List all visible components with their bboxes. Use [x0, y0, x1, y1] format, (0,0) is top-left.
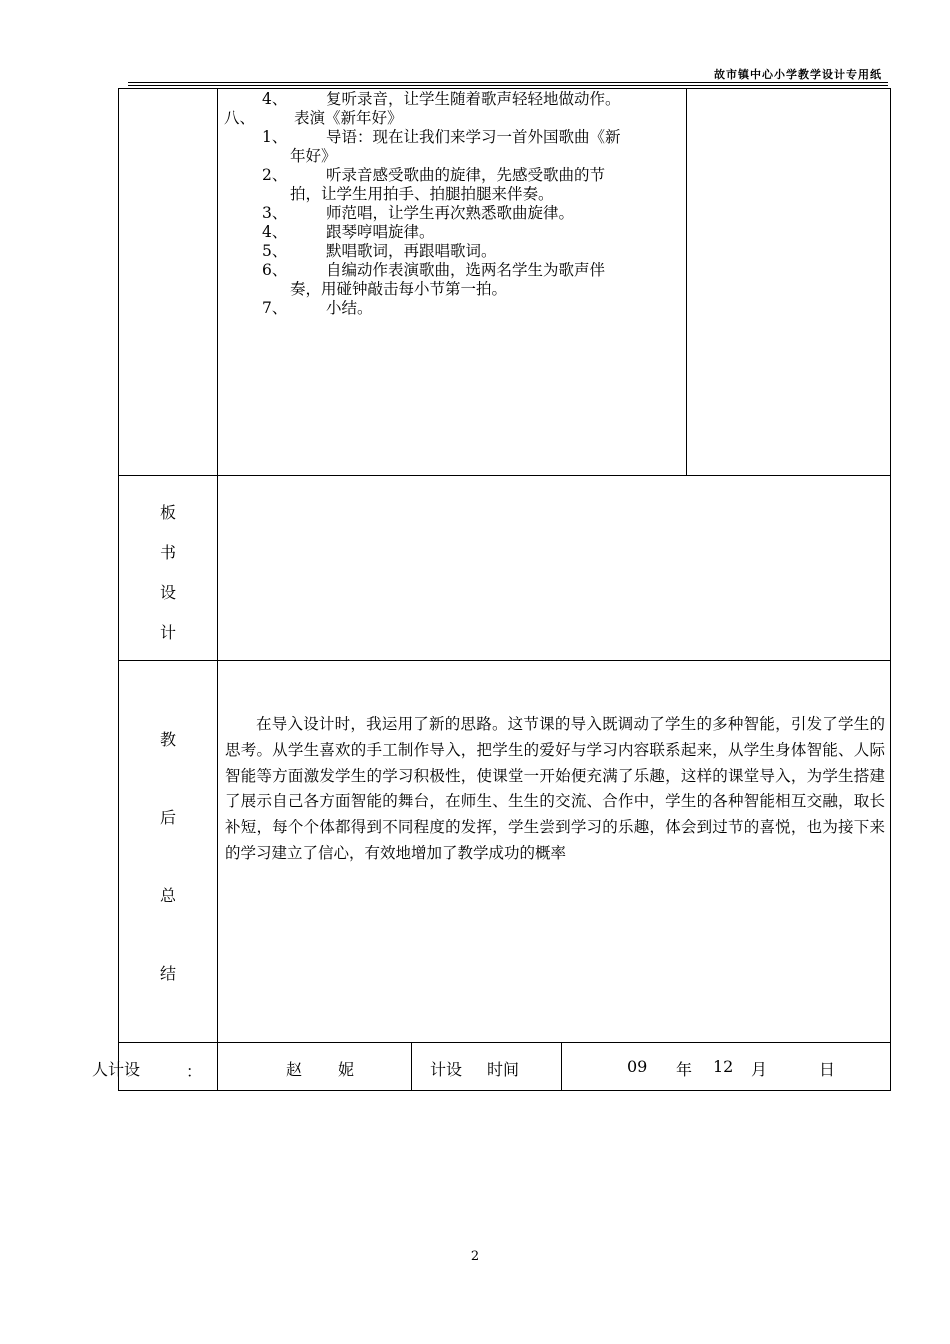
process-line: 6、 自编动作表演歌曲，选两名学生为歌声伴 奏，用碰钟敲击每小节第一拍。	[262, 261, 606, 298]
school-header-title: 故市镇中心小学教学设计专用纸	[714, 68, 882, 81]
date-day-unit: 日	[819, 1060, 836, 1079]
teaching-process	[224, 90, 684, 318]
row-divider-2	[118, 660, 891, 661]
designer-name-1: 赵	[286, 1060, 303, 1079]
designer-name-2: 妮	[338, 1060, 355, 1079]
page-number: 2	[470, 1249, 480, 1264]
footer-divider-1	[411, 1042, 412, 1091]
header-rule	[128, 82, 888, 83]
process-line: 5、 默唱歌词，再跟唱歌词。	[262, 242, 497, 260]
header-rule-thin	[128, 85, 888, 86]
post-summary-text: 在导入设计时，我运用了新的思路。这节课的导入既调动了学生的多种智能，引发了学生的思考。从学生喜欢的手工制作导入，把学生的爱好与学习内容联系起来，从学生身体智能、人际智能等方面激发学生的学习积极性，使课堂一开始便充满了乐趣，这样的课堂导入，为学生搭建了展示自己各方面智能的舞台，在师生、生生的交流、合作中，学生的各种智能相互交融，取长补短，每个个体都得到不同程度的发挥，学生尝到学习的乐趣，体会到过节的喜悦，也为接下来的学习建立了信心，有效地增加了教学成功的概率	[225, 715, 885, 862]
process-line: 3、 师范唱，让学生再次熟悉歌曲旋律。	[262, 204, 575, 222]
date-year-unit: 年	[676, 1060, 693, 1079]
date-year: 09	[627, 1057, 648, 1076]
process-line: 2、 听录音感受歌曲的旋律，先感受歌曲的节 拍，让学生用拍手、拍腿拍腿来伴奏。	[262, 166, 606, 203]
row-divider-3	[118, 1042, 891, 1043]
process-line: 7、 小结。	[262, 299, 373, 317]
notes-column-divider	[686, 88, 687, 476]
time-label-2: 时间	[487, 1060, 520, 1079]
date-month: 12	[713, 1057, 734, 1076]
designer-label: 人计设	[92, 1060, 141, 1079]
time-label-1: 计设	[430, 1060, 463, 1079]
process-line: 1、 导语：现在让我们来学习一首外国歌曲《新 年好》	[262, 128, 621, 165]
process-line: 八、 表演《新年好》	[224, 109, 403, 127]
process-line: 4、 复听录音，让学生随着歌声轻轻地做动作。	[262, 90, 621, 108]
footer-divider-2	[561, 1042, 562, 1091]
date-month-unit: 月	[751, 1060, 768, 1079]
row-divider-1	[118, 475, 891, 476]
process-line: 4、 跟琴哼唱旋律。	[262, 223, 435, 241]
designer-colon: ：	[186, 1062, 203, 1081]
